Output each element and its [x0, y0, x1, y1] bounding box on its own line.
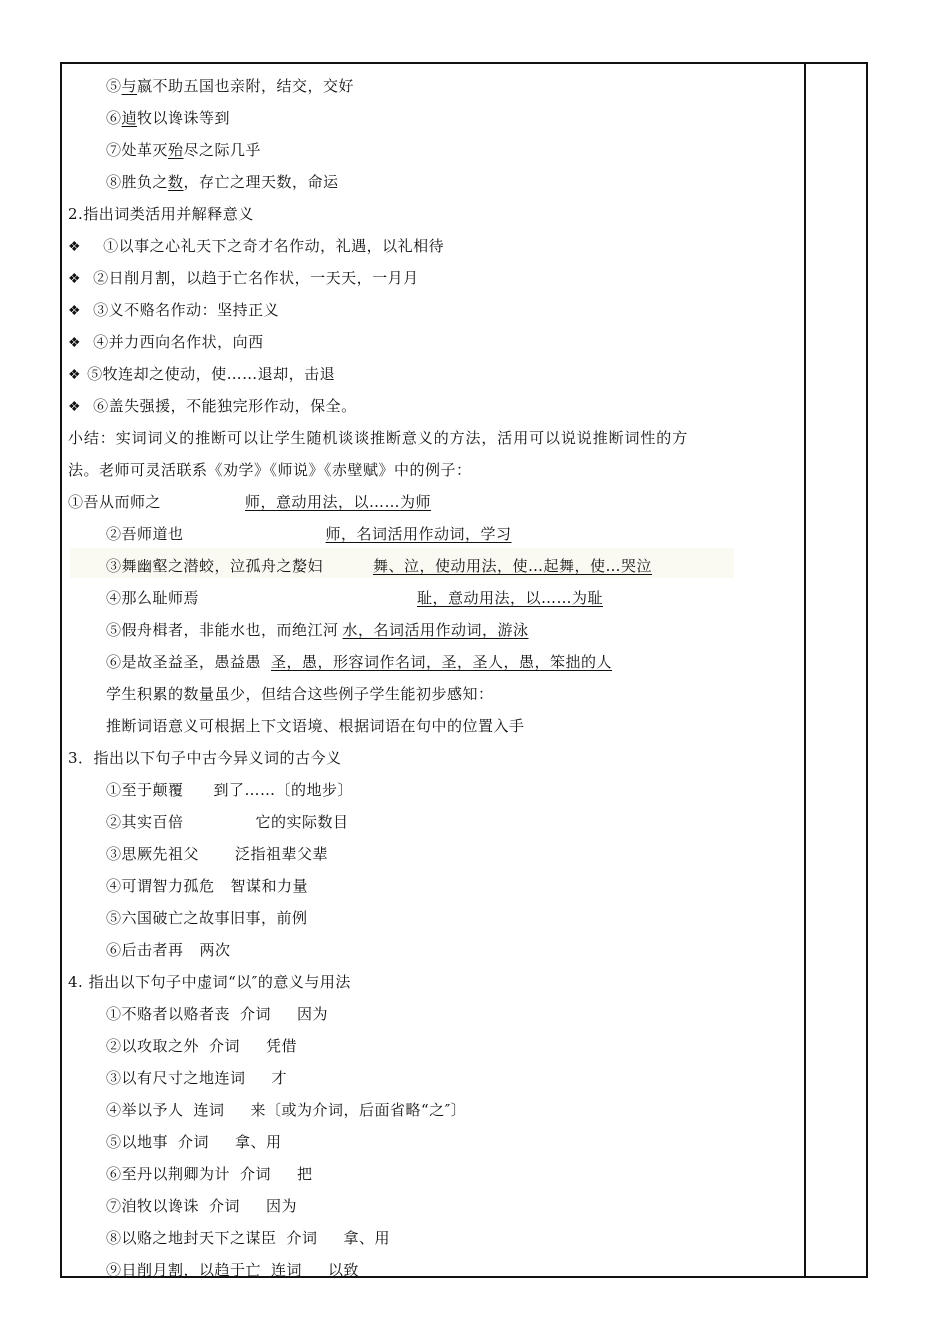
function-word-item: ①不赂者以赂者丧 介词 因为 [106, 1005, 329, 1023]
archaic-meaning-item: ②其实百倍 它的实际数目 [106, 813, 349, 831]
bullet-item: ❖ ④并力西向名作状，向西 [68, 333, 264, 351]
archaic-meaning-item: ①至于颠覆 到了……〔的地步〕 [106, 781, 354, 799]
summary-line: 小结：实词词义的推断可以让学生随机谈谈推断意义的方法，活用可以说说推断词性的方 [68, 429, 689, 447]
conclusion-line: 推断词语意义可根据上下文语境、根据词语在句中的位置入手 [106, 717, 525, 735]
example-item: ①吾从而师之 师，意动用法，以……为师 [68, 493, 432, 511]
summary-line: 法。老师可灵活联系《劝学》《师说》《赤壁赋》中的例子： [68, 461, 472, 479]
function-word-item: ⑧以赂之地封天下之谋臣 介词 拿、用 [106, 1229, 391, 1247]
lesson-table [60, 62, 868, 1278]
function-word-item: ②以攻取之外 介词 凭借 [106, 1037, 298, 1055]
bullet-icon: ❖ [68, 367, 82, 383]
section-2-heading: 2.指出词类活用并解释意义 [68, 205, 254, 223]
bullet-item: ❖ ⑤牧连却之使动，使……退却，击退 [68, 365, 336, 383]
function-word-item: ④举以予人 连词 来〔或为介词，后面省略“之″〕 [106, 1101, 467, 1119]
bullet-item: ❖ ①以事之心礼天下之奇才名作动，礼遇，以礼相待 [68, 237, 445, 255]
function-word-item: ⑨日削月割，以趋于亡 连词 以致 [106, 1261, 360, 1279]
section-3-heading: 3．指出以下句子中古今异义词的古今义 [68, 749, 342, 767]
bullet-icon: ❖ [68, 239, 82, 255]
bullet-icon: ❖ [68, 399, 82, 415]
word-meaning-item: ⑦处革灭殆尽之际几乎 [106, 141, 262, 159]
bullet-item: ❖ ⑥盖失强援，不能独完形作动，保全。 [68, 397, 357, 415]
archaic-meaning-item: ③思厥先祖父 泛指祖辈父辈 [106, 845, 329, 863]
bullet-icon: ❖ [68, 303, 82, 319]
example-item: ③舞幽壑之潜蛟，泣孤舟之嫠妇 舞、泣，使动用法，使…起舞，使…哭泣 [106, 557, 653, 575]
bullet-icon: ❖ [68, 271, 82, 287]
word-meaning-item: ⑤与嬴不助五国也亲附，结交，交好 [106, 77, 355, 95]
example-item: ②吾师道也 师，名词活用作动词，学习 [106, 525, 512, 543]
word-meaning-item: ⑧胜负之数，存亡之理天数，命运 [106, 173, 339, 191]
notes-column-cell [806, 64, 866, 1276]
example-item: ⑥是故圣益圣，愚益愚 圣，愚，形容词作名词，圣，圣人，愚，笨拙的人 [106, 653, 613, 671]
bullet-item: ❖ ②日削月割，以趋于亡名作状，一天天，一月月 [68, 269, 419, 287]
section-4-heading: 4. 指出以下句子中虚词“以″的意义与用法 [68, 973, 351, 991]
archaic-meaning-item: ⑥后击者再 两次 [106, 941, 231, 959]
archaic-meaning-item: ⑤六国破亡之故事旧事，前例 [106, 909, 308, 927]
word-meaning-item: ⑥逌牧以谗诛等到 [106, 109, 231, 127]
function-word-item: ⑦洎牧以谗诛 介词 因为 [106, 1197, 298, 1215]
function-word-item: ③以有尺寸之地连词 才 [106, 1069, 288, 1087]
bullet-item: ❖ ③义不赂名作动：坚持正义 [68, 301, 280, 319]
function-word-item: ⑥至丹以荆卿为计 介词 把 [106, 1165, 313, 1183]
conclusion-line: 学生积累的数量虽少，但结合这些例子学生能初步感知： [106, 685, 494, 703]
example-item: ④那么耻师焉 耻，意动用法，以……为耻 [106, 589, 604, 607]
archaic-meaning-item: ④可谓智力孤危 智谋和力量 [106, 877, 309, 895]
example-item: ⑤假舟楫者，非能水也，而绝江河 水，名词活用作动词，游泳 [106, 621, 529, 639]
function-word-item: ⑤以地事 介词 拿、用 [106, 1133, 282, 1151]
bullet-icon: ❖ [68, 335, 82, 351]
